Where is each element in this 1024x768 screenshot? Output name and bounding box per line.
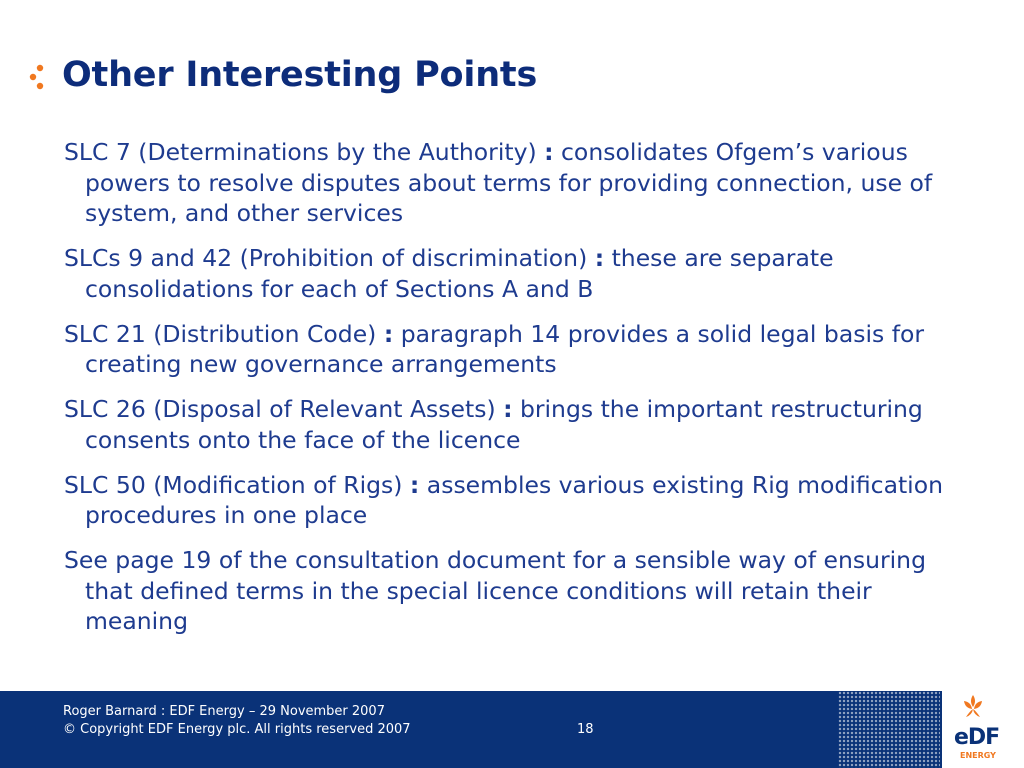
slide-body <box>64 137 964 651</box>
slide-title: Other Interesting Points <box>62 55 538 95</box>
point-separator: : <box>409 470 420 499</box>
bullet-point <box>64 545 964 637</box>
point-lead: SLC 7 (Determinations by the Authority) <box>64 138 545 166</box>
point-lead: SLC 26 (Disposal of Relevant Assets) <box>64 395 504 423</box>
point-separator: : <box>383 319 394 348</box>
point-lead: SLC 21 (Distribution Code) <box>64 319 384 348</box>
bullet-point <box>64 243 964 304</box>
footer-author-line: Roger Barnard : EDF Energy – 29 November 2007 <box>63 704 385 719</box>
point-text: paragraph 14 provides a solid legal basis for creating new governance arrangements <box>85 319 925 378</box>
point-separator: : <box>503 395 513 423</box>
bullet-point <box>64 470 964 531</box>
point-text: assembles various existing Rig modification procedures in one place <box>85 470 943 529</box>
page-number: 18 <box>577 722 594 737</box>
point-separator: : <box>594 244 605 272</box>
orange-dots-bullet-icon <box>28 62 48 92</box>
logo-wordmark: eDF <box>954 725 1000 750</box>
point-separator: : <box>544 138 554 166</box>
dot-pattern-decoration <box>838 691 940 768</box>
point-lead: SLC 50 (Modification of Rigs) <box>64 470 410 499</box>
edf-logo <box>942 691 1024 768</box>
logo-subtext: ENERGY <box>960 751 996 760</box>
point-lead: See page 19 of the consultation document for a sensible way of ensuring that defined terms in the special licence conditions will retain their meaning <box>64 546 926 635</box>
bullet-point <box>64 394 964 455</box>
point-text: consolidates Ofgem’s various powers to resolve disputes about terms for providing connection, use of system, and other services <box>85 138 933 227</box>
footer-bar <box>0 691 1024 768</box>
bullet-point <box>64 137 964 229</box>
point-text: brings the important restructuring consents onto the face of the licence <box>85 395 923 454</box>
bullet-point <box>64 319 964 380</box>
point-lead: SLCs 9 and 42 (Prohibition of discrimination) <box>64 244 595 272</box>
footer-copyright-line: © Copyright EDF Energy plc. All rights reserved 2007 <box>63 722 411 737</box>
point-text: these are separate consolidations for each of Sections A and B <box>85 244 834 303</box>
